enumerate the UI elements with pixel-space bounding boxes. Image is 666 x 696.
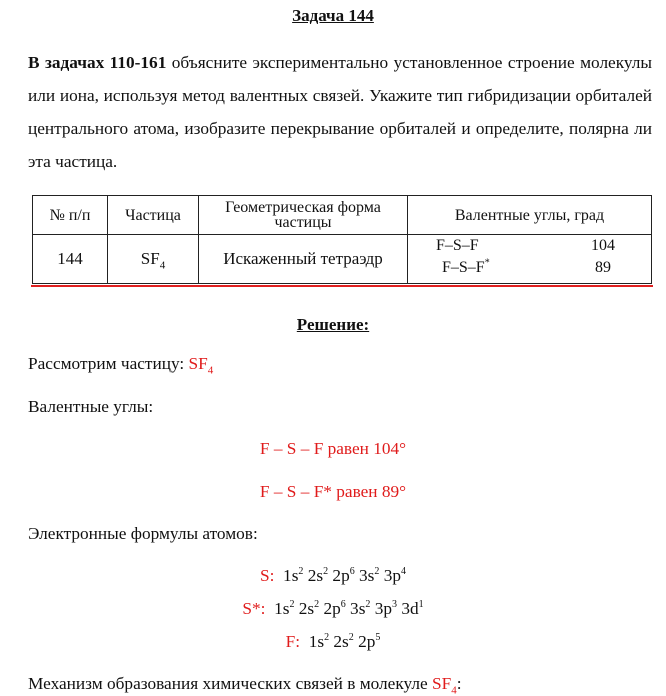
mechanism-line — [28, 674, 462, 694]
orbital: 2s — [329, 632, 349, 651]
orbital: 3p — [379, 566, 402, 585]
mechanism-label: Механизм образования химических связей в молекуле — [28, 674, 432, 693]
task-range-bold: В задачах 110-161 — [28, 53, 167, 72]
electron-count: 2 — [298, 566, 304, 578]
mechanism-formula — [432, 674, 457, 696]
electron-count: 2 — [314, 599, 320, 611]
electron-count: 4 — [401, 566, 407, 578]
orbital: 1s — [274, 599, 290, 618]
angle1-value: 104 — [591, 237, 615, 254]
consider-formula — [188, 354, 214, 377]
angle1-label: F–S–F — [436, 237, 479, 254]
particle-subscript: 4 — [159, 259, 166, 272]
cell-shape: Искаженный тетраэдр — [199, 235, 408, 284]
config-s-star-parts — [274, 599, 424, 618]
config-s-label: S: — [259, 566, 275, 585]
electron-count: 2 — [348, 632, 354, 644]
electron-count: 6 — [340, 599, 346, 611]
mechanism-end: : — [456, 674, 462, 693]
consider-label: Рассмотрим частицу: — [28, 354, 189, 373]
electron-count: 1 — [418, 599, 424, 611]
consider-line — [28, 354, 214, 377]
orbital: 1s — [308, 632, 325, 651]
table-row — [33, 235, 652, 284]
angle-line-2: F – S – F* равен 89° — [259, 482, 407, 501]
consider-formula-base: SF — [188, 354, 208, 373]
particle-base: SF — [140, 249, 160, 268]
header-number: № п/п — [33, 196, 108, 235]
header-shape: Геометрическая форма частицы — [199, 196, 408, 235]
angle-line-1: F – S – F равен 104° — [259, 439, 407, 458]
orbital: 3s — [354, 566, 375, 585]
task-description — [28, 46, 652, 178]
electron-formulas-label: Электронные формулы атомов: — [28, 524, 258, 543]
header-angles: Валентные углы, град — [408, 196, 652, 235]
consider-formula-sub: 4 — [207, 364, 214, 377]
header-particle: Частица — [108, 196, 199, 235]
config-s-star — [0, 599, 666, 619]
table-header-row — [33, 196, 652, 235]
electron-count: 2 — [365, 599, 371, 611]
task-table — [32, 195, 652, 284]
angle2-label: F–S–F — [442, 259, 485, 276]
orbital: 2s — [303, 566, 324, 585]
valence-angles-label: Валентные углы: — [28, 397, 154, 416]
config-s-star-label: S*: — [242, 599, 266, 618]
angle2-value: 89 — [595, 259, 611, 276]
orbital: 2p — [328, 566, 350, 585]
orbital: 3p — [370, 599, 393, 618]
config-s — [0, 566, 666, 586]
solution-title: Решение: — [296, 315, 370, 334]
task-title: Задача 144 — [292, 6, 374, 25]
config-f-label: F: — [285, 632, 301, 651]
task-instructions: объясните экспериментально установленное строение молекулы или иона, используя метод валентных связей. Укажите тип гибридизации орбиталей центрального атома, изобразите перекрывание орбиталей и определите, полярна ли эта частица. — [28, 53, 652, 171]
electron-count: 2 — [324, 632, 330, 644]
electron-count: 5 — [375, 632, 381, 644]
orbital: 1s — [283, 566, 299, 585]
orbital: 2s — [294, 599, 315, 618]
cell-angles — [408, 235, 652, 284]
orbital: 2p — [353, 632, 376, 651]
cell-particle — [108, 235, 199, 284]
electron-count: 3 — [392, 599, 398, 611]
config-s-parts — [283, 566, 406, 585]
angle2-label-wrap — [442, 259, 490, 277]
electron-count: 2 — [323, 566, 329, 578]
table-red-underline — [31, 285, 653, 287]
electron-count: 2 — [289, 599, 295, 611]
electron-count: 6 — [349, 566, 355, 578]
orbital: 3d — [397, 599, 419, 618]
cell-number: 144 — [33, 235, 108, 284]
config-f-parts — [309, 632, 381, 651]
angle2-star: * — [484, 257, 490, 269]
orbital: 2p — [319, 599, 341, 618]
mechanism-formula-base: SF — [432, 674, 452, 693]
orbital: 3s — [345, 599, 366, 618]
electron-count: 2 — [374, 566, 380, 578]
config-f — [0, 632, 666, 652]
mechanism-formula-sub: 4 — [451, 684, 457, 696]
